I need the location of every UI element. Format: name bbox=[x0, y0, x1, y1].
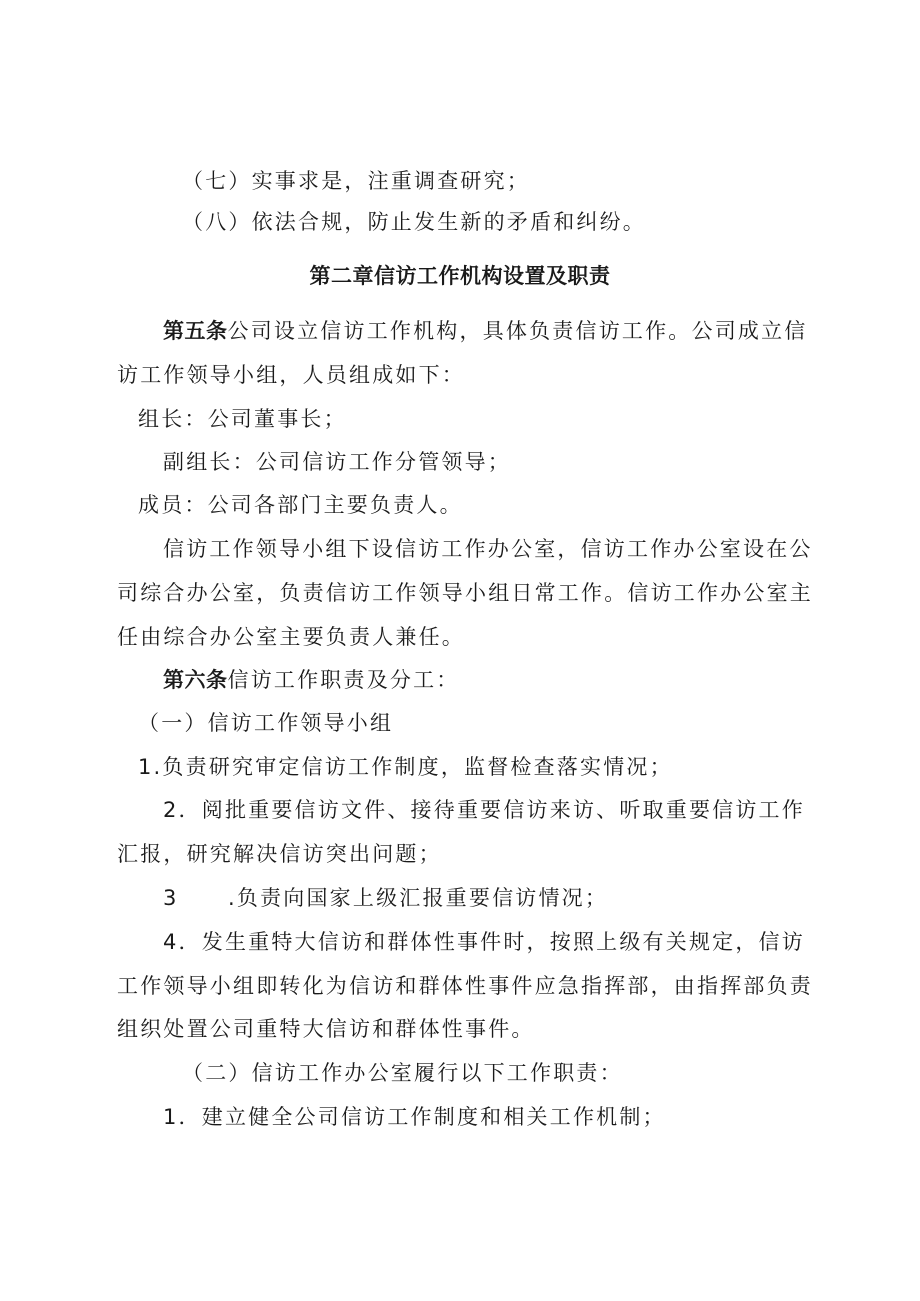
section-one-item-3-text: .负责向国家上级汇报重要信访情况； bbox=[228, 886, 609, 910]
article-five-text: 公司设立信访工作机构，具体负责信访工作。公司成立信 bbox=[227, 319, 808, 343]
article-five-label: 第五条 bbox=[163, 319, 228, 343]
deputy-leader-line: 副组长：公司信访工作分管领导； bbox=[163, 450, 511, 474]
paragraph-seven: （七）实事求是，注重调查研究； bbox=[182, 169, 530, 193]
article-six-text: 信访工作职责及分工： bbox=[227, 668, 460, 692]
section-one-item-4-line-1: 4．发生重特大信访和群体性事件时，按照上级有关规定，信访 bbox=[163, 930, 805, 954]
office-paragraph-line-2: 司综合办公室，负责信访工作领导小组日常工作。信访工作办公室主 bbox=[117, 581, 813, 605]
members-line: 成员：公司各部门主要负责人。 bbox=[138, 493, 463, 517]
section-one-item-4-line-3: 组织处置公司重特大信访和群体性事件。 bbox=[117, 1017, 535, 1041]
section-one-item-2-line-2: 汇报，研究解决信访突出问题； bbox=[117, 842, 442, 866]
section-one-item-4-line-2: 工作领导小组即转化为信访和群体性事件应急指挥部，由指挥部负责 bbox=[117, 974, 813, 998]
chapter-heading: 第二章信访工作机构设置及职责 bbox=[309, 264, 611, 288]
section-two-title: （二）信访工作办公室履行以下工作职责： bbox=[182, 1061, 623, 1085]
group-leader-line: 组长：公司董事长； bbox=[138, 407, 347, 431]
section-one-item-2-line-1: 2．阅批重要信访文件、接待重要信访来访、听取重要信访工作 bbox=[163, 798, 805, 822]
section-one-item-1: 1.负责研究审定信访工作制度，监督检查落实情况； bbox=[138, 755, 673, 779]
section-two-item-1: 1．建立健全公司信访工作制度和相关工作机制； bbox=[163, 1105, 666, 1129]
office-paragraph-line-3: 任由综合办公室主要负责人兼任。 bbox=[117, 625, 465, 649]
section-one-item-3-number: 3 bbox=[163, 886, 179, 910]
office-paragraph-line-1: 信访工作领导小组下设信访工作办公室，信访工作办公室设在公 bbox=[163, 537, 813, 561]
section-one-title: （一）信访工作领导小组 bbox=[138, 711, 394, 735]
article-six-label: 第六条 bbox=[163, 668, 228, 692]
article-six-line bbox=[163, 670, 460, 691]
article-five-line-2: 访工作领导小组，人员组成如下： bbox=[117, 363, 465, 387]
paragraph-eight: （八）依法合规，防止发生新的矛盾和纠纷。 bbox=[182, 210, 646, 234]
article-five-line-1 bbox=[163, 321, 808, 342]
